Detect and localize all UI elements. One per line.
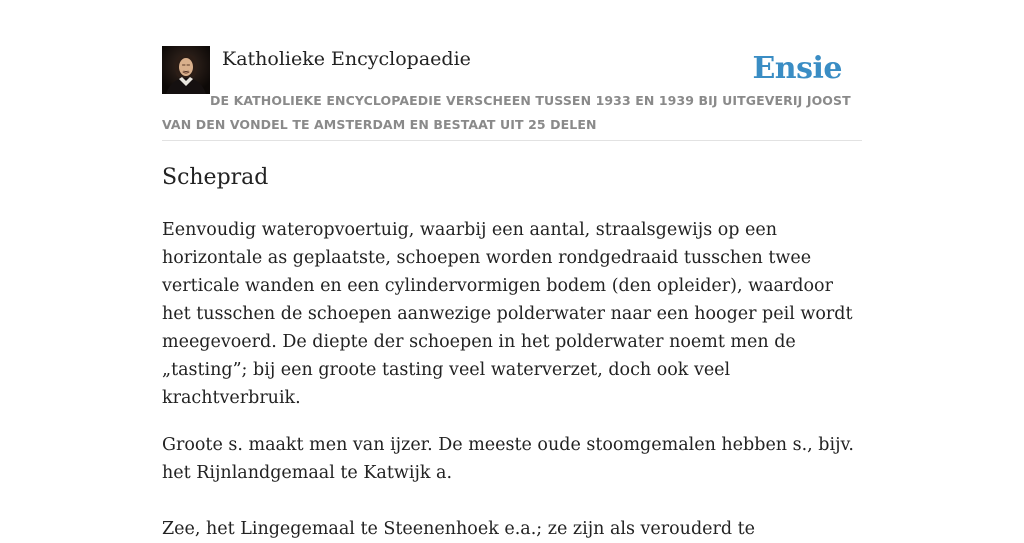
page-title: Scheprad: [162, 165, 269, 190]
source-description: DE KATHOLIEKE ENCYCLOPAEDIE VERSCHEEN TUSSEN 1933 EN 1939 BIJ UITGEVERIJ JOOST VAN DEN VONDEL TE AMSTERDAM EN BESTAAT UIT 25 DELEN: [162, 93, 851, 132]
source-header: [162, 46, 862, 141]
article-paragraph: Groote s. maakt men van ijzer. De meeste oude stoomgemalen hebben s., bijv. het Rijnlandgemaal te Katwijk a.: [162, 435, 854, 483]
brand-logo[interactable]: Ensie: [752, 51, 842, 86]
article-paragraph: Zee, het Lingegemaal te Steenenhoek e.a.; ze zijn als verouderd te: [162, 519, 756, 539]
portrait-avatar-icon[interactable]: [162, 46, 210, 94]
source-title[interactable]: Katholieke Encyclopaedie: [222, 48, 471, 70]
article-body: [162, 216, 864, 543]
article-paragraph: Eenvoudig wateropvoertuig, waarbij een aantal, straalsgewijs op een horizontale as geplaatste, schoepen worden rondgedraaid tusschen twee verticale wanden en een cylindervormigen bodem (den opleider), waardoor het tusschen de schoepen aanwezige polderwater naar een hooger peil wordt meegevoerd. De diepte der schoepen in het polderwater noemt men de „tasting”; bij een groote tasting veel waterverzet, doch ook veel krachtverbruik.: [162, 220, 853, 408]
